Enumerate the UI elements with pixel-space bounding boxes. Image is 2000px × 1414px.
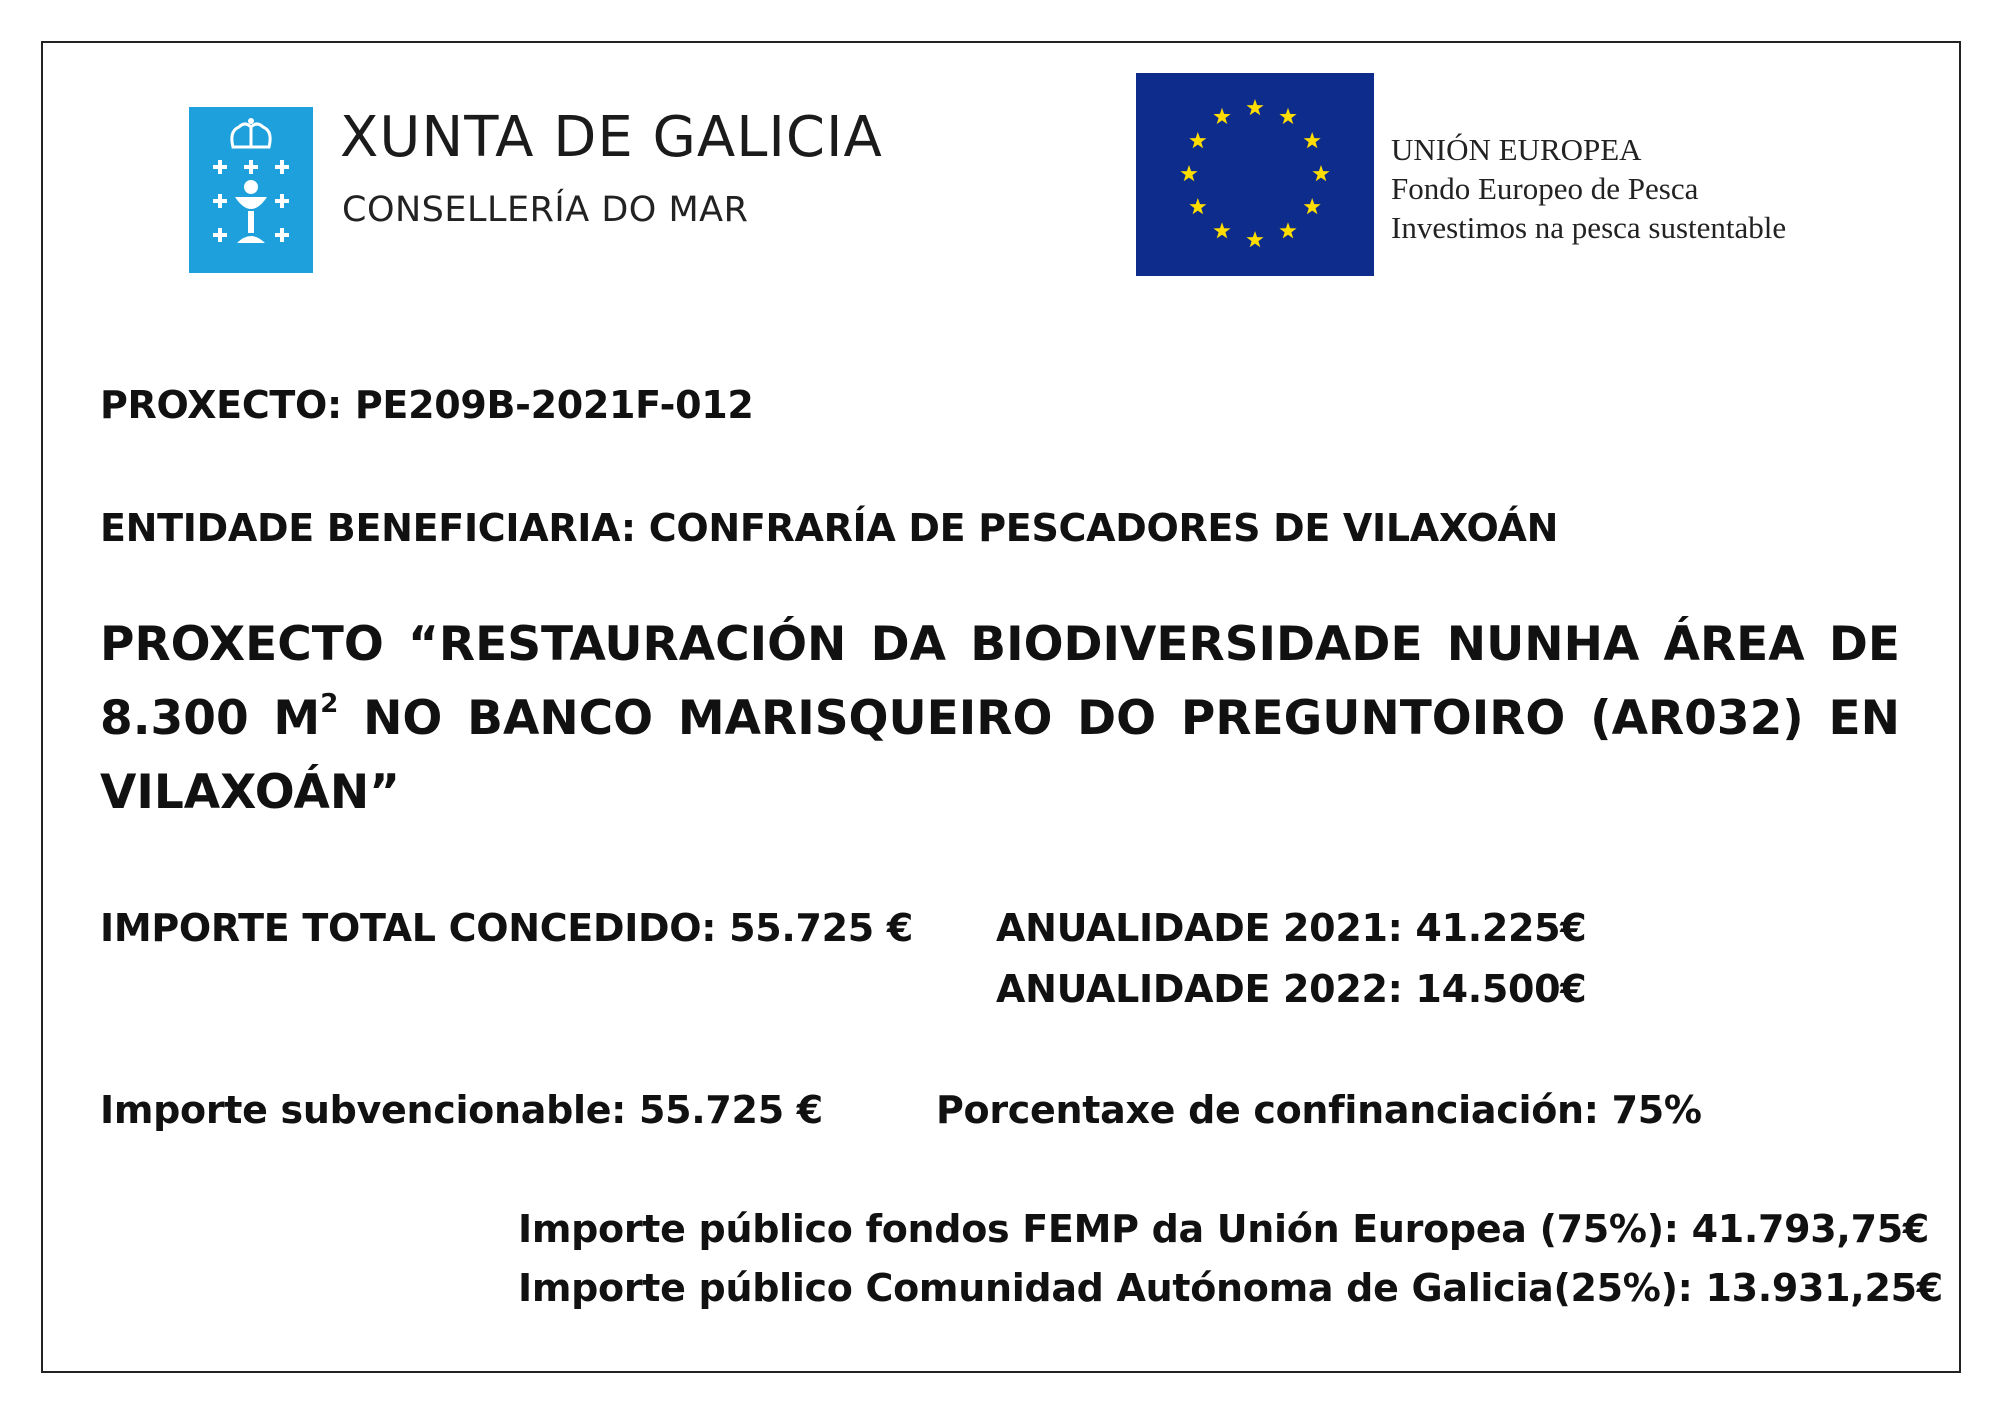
galicia-crown-chalice-logo (189, 107, 313, 273)
xunta-title: XUNTA DE GALICIA (340, 105, 883, 170)
xunta-subtitle: CONSELLERÍA DO MAR (342, 190, 749, 230)
femp-amount: Importe público fondos FEMP da Unión Europea (75%): 41.793,75€ (518, 1207, 1929, 1251)
annuity-2021: ANUALIDADE 2021: 41.225€ (996, 906, 1587, 950)
total-amount: IMPORTE TOTAL CONCEDIDO: 55.725 € (100, 906, 914, 950)
project-title-part1: PROXECTO “RESTAURACIÓN DA BIODIVERSIDADE NUNHA ÁREA DE 8.300 M (100, 617, 1900, 746)
galicia-amount: Importe público Comunidad Autónoma de Galicia(25%): 13.931,25€ (518, 1266, 1943, 1310)
project-title (100, 608, 1900, 830)
cofinancing-percentage: Porcentaxe de confinanciación: 75% (936, 1088, 1702, 1132)
eu-union-label: UNIÓN EUROPEA (1391, 132, 1642, 167)
eu-fund-text (1391, 130, 1786, 247)
eu-flag-icon (1136, 73, 1374, 276)
beneficiary: ENTIDADE BENEFICIARIA: CONFRARÍA DE PESCADORES DE VILAXOÁN (100, 506, 1559, 550)
project-code: PROXECTO: PE209B-2021F-012 (100, 383, 754, 427)
annuity-2022: ANUALIDADE 2022: 14.500€ (996, 967, 1587, 1011)
project-title-part2: NO BANCO MARISQUEIRO DO PREGUNTOIRO (AR032) EN VILAXOÁN” (100, 691, 1900, 820)
subsidizable-amount: Importe subvencionable: 55.725 € (100, 1088, 823, 1132)
eu-fund-label: Fondo Europeo de Pesca (1391, 171, 1699, 206)
project-title-superscript: 2 (320, 689, 339, 719)
eu-motto-label: Investimos na pesca sustentable (1391, 210, 1787, 245)
